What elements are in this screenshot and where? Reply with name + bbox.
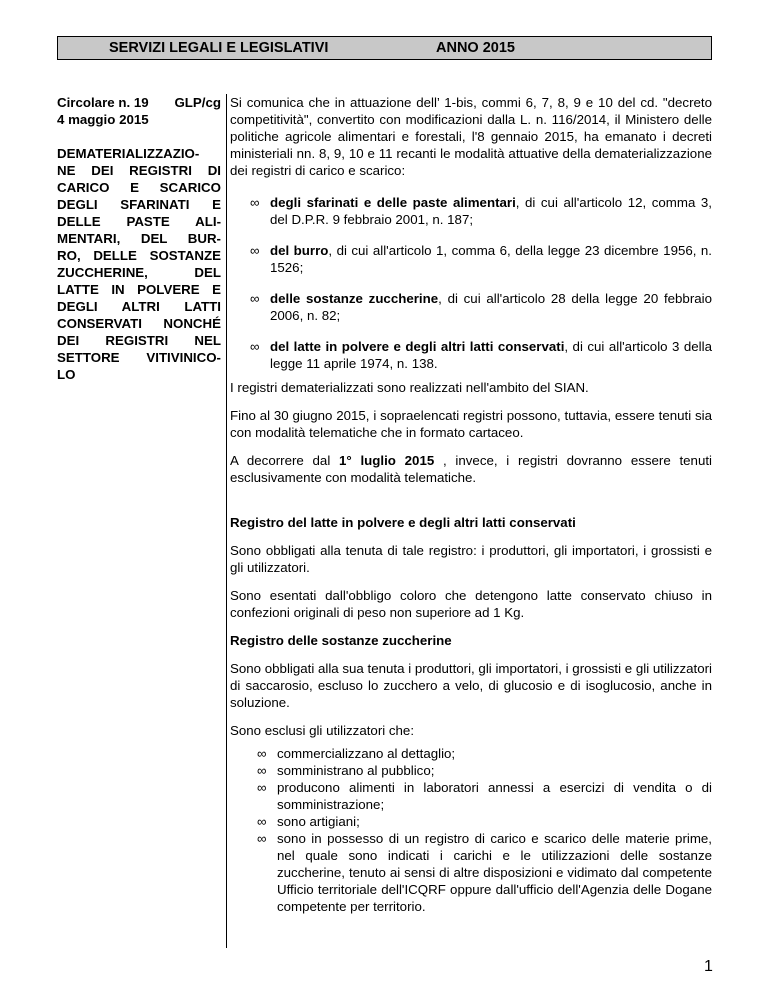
item-text: commercializzano al dettaglio; (277, 746, 456, 761)
title-line: LATTE IN POLVERE E (57, 282, 221, 297)
title-line: CARICO E SCARICO (57, 180, 221, 195)
list-item (230, 762, 712, 779)
circular-ref: GLP/cg (174, 95, 221, 110)
page-header (57, 36, 712, 60)
column-divider (226, 94, 227, 948)
intro-paragraph: Si comunica che in attuazione dell’ 1-bis, commi 6, 7, 8, 9 e 10 del cd. "decreto competitività", convertito con modificazioni dalla L. n. 116/2014, il Ministero delle politiche agricole alimentari e forestali, l'8 gennaio 2015, ha emanato i decreti ministeriali nn. 8, 9, 10 e 11 recanti le modalità attuative della dematerializzazione dei registri di carico e scarico: (230, 95, 712, 178)
title-line: MENTARI, DEL BUR- (57, 231, 221, 246)
bullet-icon: ∞ (250, 195, 260, 210)
registers-list (230, 194, 712, 372)
circular-number (57, 94, 221, 111)
header-section-title: SERVIZI LEGALI E LEGISLATIVI (109, 40, 329, 56)
bullet-icon: ∞ (257, 763, 267, 778)
register-name: degli sfarinati e delle paste alimentari (270, 195, 516, 210)
heading-latte: Registro del latte in polvere e degli altri latti conservati (230, 515, 576, 530)
list-item (230, 779, 712, 813)
title-line: DEGLI SFARINATI E (57, 197, 221, 212)
paragraph-latte-1: Sono obbligati alla tenuta di tale registro: i produttori, gli importatori, i grossisti e gli utilizzatori. (230, 543, 712, 575)
register-ref: , di cui all'articolo 12, comma 3, del D.P.R. 9 febbraio 2001, n. 187; (270, 195, 712, 227)
bullet-icon: ∞ (257, 780, 267, 795)
paragraph-latte-2: Sono esentati dall'obbligo coloro che detengono latte conservato chiuso in confezioni originali di peso non superiore ad 1 Kg. (230, 588, 712, 620)
list-item (230, 745, 712, 762)
sidebar (57, 94, 221, 383)
paragraph-from (230, 452, 712, 486)
list-item (230, 290, 712, 324)
header-year: ANNO 2015 (436, 40, 515, 56)
title-line: RO, DELLE SOSTANZE (57, 248, 221, 263)
title-line: CONSERVATI NONCHÉ (57, 316, 221, 331)
bullet-icon: ∞ (250, 291, 260, 306)
title-line: LO (57, 367, 76, 382)
main-text (230, 94, 712, 915)
register-ref: , di cui all'articolo 3 della legge 11 aprile 1974, n. 138. (270, 339, 712, 371)
title-line: DEGLI ALTRI LATTI (57, 299, 221, 314)
paragraph-sian: I registri dematerializzati sono realizzati nell'ambito del SIAN. (230, 380, 589, 395)
paragraph-until: Fino al 30 giugno 2015, i sopraelencati registri possono, tuttavia, essere tenuti sia con modalità telematiche che in formato cartaceo. (230, 408, 712, 440)
bullet-icon: ∞ (250, 243, 260, 258)
register-ref: , di cui all'articolo 28 della legge 20 febbraio 2006, n. 82; (270, 291, 713, 323)
paragraph-zucch-1: Sono obbligati alla sua tenuta i produttori, gli importatori, i grossisti e gli utilizzatori di saccarosio, escluso lo zucchero a velo, di glucosio e di isoglucosio, anche in soluzione. (230, 661, 712, 710)
item-text: sono in possesso di un registro di carico e scarico delle materie prime, nel quale sono indicati i carichi e le utilizzazioni delle sostanze zuccherine, tenuto ai sensi di altre disposizioni e vidimato dal competente Ufficio territoriale dell'ICQRF oppure dall'ufficio dell'Agenzia delle Dogane competente per territorio. (277, 831, 712, 914)
date-highlight: 1° luglio 2015 (339, 453, 435, 468)
title-line: DEMATERIALIZZAZIO- (57, 146, 200, 161)
circular-date: 4 maggio 2015 (57, 112, 149, 127)
register-ref: , di cui all'articolo 1, comma 6, della legge 23 dicembre 1956, n. 1526; (270, 243, 712, 275)
title-line: NE DEI REGISTRI DI (57, 163, 221, 178)
list-item (230, 813, 712, 830)
paragraph-zucch-2: Sono esclusi gli utilizzatori che: (230, 723, 415, 738)
list-item (230, 242, 712, 276)
title-line: DEI REGISTRI NEL (57, 333, 221, 348)
circular-title (57, 145, 221, 383)
register-name: delle sostanze zuccherine (270, 291, 439, 306)
item-text: somministrano al pubblico; (277, 763, 435, 778)
bullet-icon: ∞ (257, 831, 267, 846)
heading-zuccherine: Registro delle sostanze zuccherine (230, 633, 452, 648)
title-line: ZUCCHERINE, DEL (57, 265, 221, 280)
list-item (230, 830, 712, 915)
text-span: A decorrere dal (230, 453, 340, 468)
page-number: 1 (704, 958, 713, 975)
bullet-icon: ∞ (250, 339, 260, 354)
excluded-list (230, 745, 712, 915)
item-text: producono alimenti in laboratori annessi a esercizi di vendita o di somministrazione; (277, 780, 712, 812)
register-name: del latte in polvere e degli altri latti conservati (270, 339, 565, 354)
bullet-icon: ∞ (257, 814, 267, 829)
item-text: sono artigiani; (277, 814, 360, 829)
register-name: del burro (270, 243, 329, 258)
title-line: SETTORE VITIVINICO- (57, 350, 221, 365)
bullet-icon: ∞ (257, 746, 267, 761)
title-line: DELLE PASTE ALI- (57, 214, 221, 229)
list-item (230, 338, 712, 372)
list-item (230, 194, 712, 228)
circular-label: Circolare n. 19 (57, 95, 149, 110)
text-span: , invece, i registri dovranno essere tenuti esclusivamente con modalità telematiche. (230, 453, 712, 485)
